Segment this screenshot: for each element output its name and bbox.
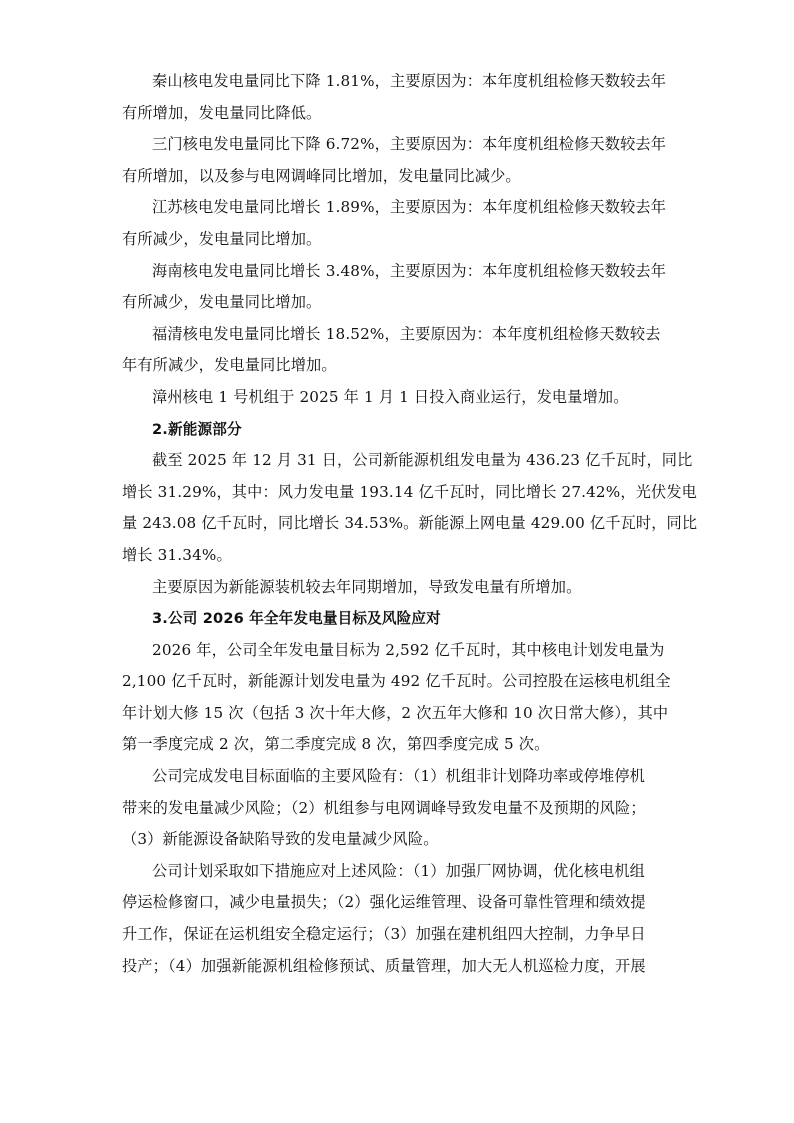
- paragraph-line: 截至 2025 年 12 月 31 日，公司新能源机组发电量为 436.23 亿千瓦时，同比: [152, 451, 693, 470]
- paragraph-line: 带来的发电量减少风险；（2）机组参与电网调峰导致发电量不及预期的风险；: [122, 798, 646, 817]
- paragraph-line: 升工作，保证在运机组安全稳定运行；（3）加强在建机组四大控制，力争早日: [122, 925, 646, 944]
- paragraph-line: 江苏核电发电量同比增长 1.89%，主要原因为：本年度机组检修天数较去年: [152, 198, 667, 217]
- paragraph-line: 增长 31.34%。: [122, 545, 232, 564]
- paragraph-line: 有所减少，发电量同比增加。: [122, 293, 322, 312]
- paragraph-line: 公司计划采取如下措施应对上述风险：（1）加强厂网协调，优化核电机组: [152, 861, 646, 880]
- paragraph-line: 停运检修窗口，减少电量损失；（2）强化运维管理、设备可靠性管理和绩效提: [122, 893, 646, 912]
- paragraph-line: 第一季度完成 2 次，第二季度完成 8 次，第四季度完成 5 次。: [122, 735, 550, 754]
- paragraph-line: 2,100 亿千瓦时，新能源计划发电量为 492 亿千瓦时。公司控股在运核电机组全: [122, 672, 671, 691]
- section-heading: 2.新能源部分: [152, 420, 242, 438]
- section-heading: 3.公司 2026 年全年发电量目标及风险应对: [152, 610, 441, 628]
- paragraph-line: 公司完成发电目标面临的主要风险有：（1）机组非计划降功率或停堆停机: [152, 767, 646, 786]
- paragraph-line: 有所增加，发电量同比降低。: [122, 103, 322, 122]
- paragraph-line: 2026 年，公司全年发电量目标为 2,592 亿千瓦时，其中核电计划发电量为: [152, 640, 665, 659]
- paragraph-line: 海南核电发电量同比增长 3.48%，主要原因为：本年度机组检修天数较去年: [152, 261, 667, 280]
- paragraph-line: 年计划大修 15 次（包括 3 次十年大修，2 次五年大修和 10 次日常大修），其中: [122, 703, 669, 722]
- paragraph-line: （3）新能源设备缺陷导致的发电量减少风险。: [122, 830, 439, 849]
- paragraph-line: 秦山核电发电量同比下降 1.81%，主要原因为：本年度机组检修天数较去年: [152, 72, 667, 90]
- paragraph-line: 年有所减少，发电量同比增加。: [122, 356, 337, 375]
- paragraph-line: 投产；（4）加强新能源机组检修预试、质量管理，加大无人机巡检力度，开展: [122, 956, 646, 975]
- paragraph-line: 漳州核电 1 号机组于 2025 年 1 月 1 日投入商业运行，发电量增加。: [152, 387, 629, 406]
- paragraph-line: 福清核电发电量同比增长 18.52%，主要原因为：本年度机组检修天数较去: [152, 324, 661, 343]
- paragraph-line: 有所增加，以及参与电网调峰同比增加，发电量同比减少。: [122, 166, 521, 185]
- document-page: [122, 66, 698, 982]
- paragraph-line: 有所减少，发电量同比增加。: [122, 229, 322, 248]
- paragraph-line: 主要原因为新能源装机较去年同期增加，导致发电量有所增加。: [152, 577, 582, 596]
- paragraph-line: 三门核电发电量同比下降 6.72%，主要原因为：本年度机组检修天数较去年: [152, 135, 667, 154]
- paragraph-line: 量 243.08 亿千瓦时，同比增长 34.53%。新能源上网电量 429.00 亿千瓦时，同比: [122, 514, 698, 533]
- paragraph-line: 增长 31.29%，其中：风力发电量 193.14 亿千瓦时，同比增长 27.42%，光伏发电: [122, 482, 698, 501]
